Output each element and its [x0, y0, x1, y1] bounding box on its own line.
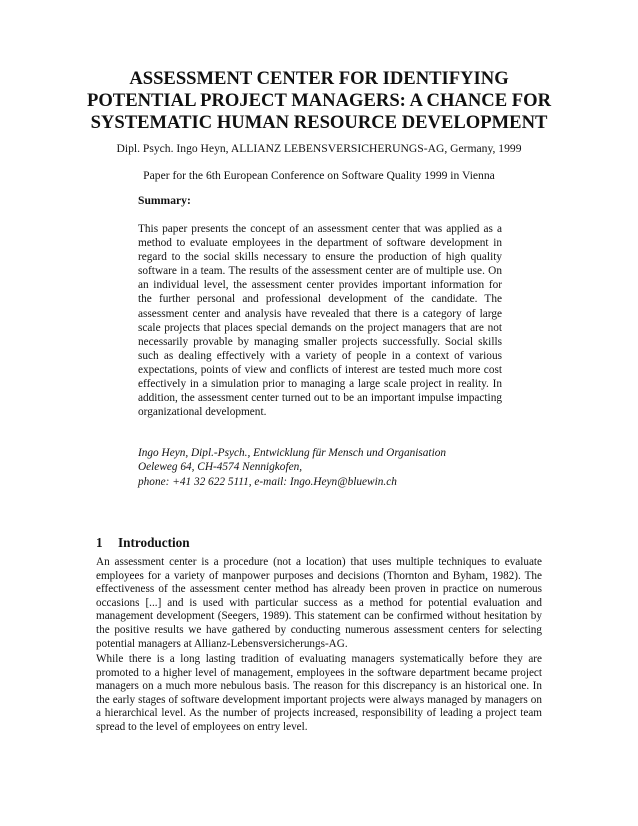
section-number: 1	[96, 535, 103, 550]
paper-title	[60, 68, 578, 134]
affiliation-line-1: Ingo Heyn, Dipl.-Psych., Entwicklung für Mensch und Organisation	[138, 447, 446, 459]
section-heading	[96, 535, 190, 551]
body-paragraph-1: An assessment center is a procedure (not a location) that uses multiple techniques to evaluate employees for a variety of manpower purposes and decisions (Thornton and Byham, 1982). The effectiveness of the assessment center method has already been proven in practice on numerous occasions [...] and is used with particular success as a method for potential evaluation and management development (Seegers, 1989). This statement can be confirmed without hesitation by the positive results we have gathered by conducting numerous assessment centers for selecting potential managers at Allianz-Lebensversicherungs-AG.	[96, 556, 542, 650]
summary-text: This paper presents the concept of an assessment center that was applied as a method to evaluate employees in the department of software development in regard to the social skills necessary to ensure the production of high quality software in a team. The results of the assessment center are of multiple use. On an individual level, the assessment center provides important information for the further personal and professional development of the candidate. The assessment center and analysis have revealed that there is a category of large scale projects that places special demands on the project managers that are not necessarily provable by managing smaller projects successfully. Social skills such as dealing effectively with a variety of people in a context of various expectations, points of view and conflicts of interest are tested much more cost effectively in a simulation prior to managing a large scale project in reality. In addition, the assessment center turned out to be an important impulse impacting organizational development.	[138, 223, 502, 419]
affiliation-line-2: Oeleweg 64, CH-4574 Nennigkofen,	[138, 461, 303, 474]
summary-heading: Summary:	[138, 194, 191, 207]
section-title: Introduction	[118, 535, 190, 550]
body-paragraph-2: While there is a long lasting tradition of evaluating managers systematically before they are promoted to a higher level of management, employees in the software department became project managers on a much more nebulous basis. The reason for this discrepancy is an historical one. In the early stages of software development important projects were always managed by managers on a hierarchical level. As the number of projects increased, responsibility of leading a project team spread to the level of employees on entry level.	[96, 653, 542, 733]
author-line: Dipl. Psych. Ingo Heyn, ALLIANZ LEBENSVERSICHERUNGS-AG, Germany, 1999	[116, 142, 522, 155]
affiliation-line-3: phone: +41 32 622 5111, e-mail: Ingo.Heyn@bluewin.ch	[138, 475, 397, 488]
title-line-3: SYSTEMATIC HUMAN RESOURCE DEVELOPMENT	[90, 112, 548, 133]
conference-line: Paper for the 6th European Conference on Software Quality 1999 in Vienna	[143, 169, 495, 182]
title-line-1: ASSESSMENT CENTER FOR IDENTIFYING	[129, 68, 509, 89]
title-line-2: POTENTIAL PROJECT MANAGERS: A CHANCE FOR	[86, 90, 552, 111]
author-affiliation	[138, 446, 538, 489]
